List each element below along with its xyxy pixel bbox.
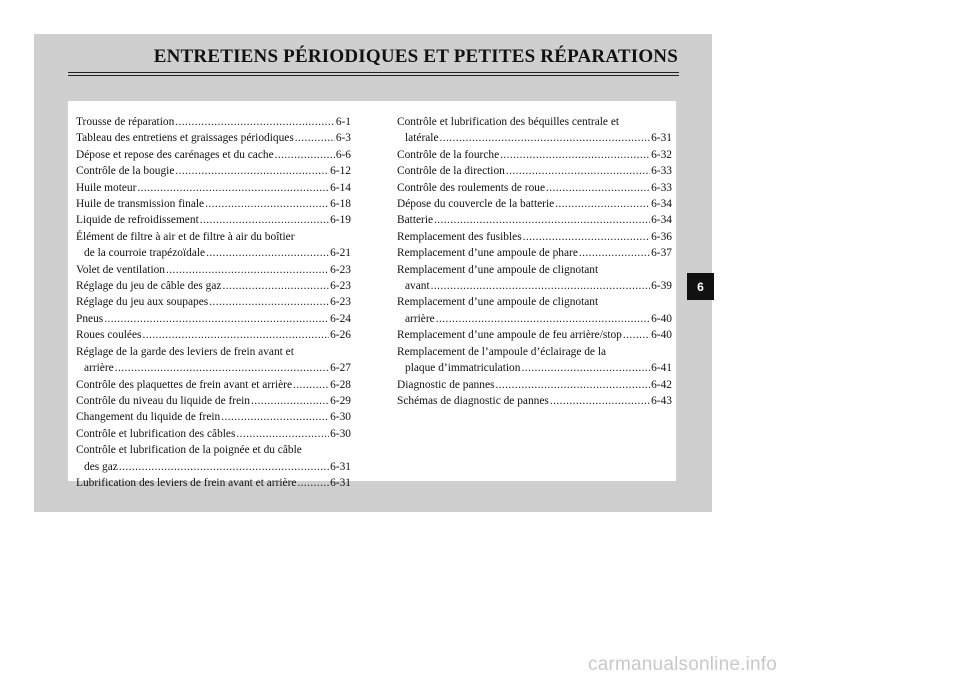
toc-entry-multiline[interactable]: Contrôle et lubrification des béquilles centrale et latérale ..... 6-31: [397, 114, 672, 147]
toc-entry[interactable]: Lubrification des leviers de frein avant et arrière ..... 6-31: [76, 475, 351, 491]
toc-entry[interactable]: Réglage du jeu aux soupapes ..... 6-23: [76, 294, 351, 310]
toc-column-left: [76, 114, 351, 491]
toc-entry[interactable]: Volet de ventilation ..... 6-23: [76, 262, 351, 278]
toc-entry[interactable]: Contrôle de la bougie ..... 6-12: [76, 163, 351, 179]
toc-entry[interactable]: Contrôle des plaquettes de frein avant et arrière ..... 6-28: [76, 377, 351, 393]
toc-entry-multiline[interactable]: Remplacement de l’ampoule d’éclairage de la plaque d’immatriculation ..... 6-41: [397, 344, 672, 377]
toc-entry[interactable]: Huile moteur ..... 6-14: [76, 180, 351, 196]
toc-entry[interactable]: Contrôle du niveau du liquide de frein ..... 6-29: [76, 393, 351, 409]
toc-entry[interactable]: Contrôle et lubrification des câbles ..... 6-30: [76, 426, 351, 442]
toc-entry[interactable]: Pneus ..... 6-24: [76, 311, 351, 327]
toc-entry[interactable]: Remplacement des fusibles ..... 6-36: [397, 229, 672, 245]
toc-entry[interactable]: Liquide de refroidissement ..... 6-19: [76, 212, 351, 228]
toc-entry[interactable]: Contrôle de la direction ..... 6-33: [397, 163, 672, 179]
toc-entry[interactable]: Remplacement d’une ampoule de feu arrière/stop ..... 6-40: [397, 327, 672, 343]
toc-entry[interactable]: Schémas de diagnostic de pannes ..... 6-43: [397, 393, 672, 409]
toc-entry-multiline[interactable]: Élément de filtre à air et de filtre à air du boîtier de la courroie trapézoïdale ..... 6-21: [76, 229, 351, 262]
toc-entry[interactable]: Changement du liquide de frein ..... 6-30: [76, 409, 351, 425]
toc-entry-line: Contrôle et lubrification de la poignée et du câble: [76, 444, 302, 457]
toc-entry-line: Remplacement d’une ampoule de clignotant: [397, 296, 599, 309]
toc-entry[interactable]: Roues coulées ..... 6-26: [76, 327, 351, 343]
toc-entry[interactable]: Batterie ..... 6-34: [397, 212, 672, 228]
toc-entry[interactable]: Dépose du couvercle de la batterie ..... 6-34: [397, 196, 672, 212]
toc-entry[interactable]: Contrôle de la fourche ..... 6-32: [397, 147, 672, 163]
toc-entry[interactable]: Contrôle des roulements de roue ..... 6-33: [397, 180, 672, 196]
toc-entry-line: Élément de filtre à air et de filtre à air du boîtier: [76, 230, 295, 243]
toc-entry[interactable]: Réglage du jeu de câble des gaz ..... 6-23: [76, 278, 351, 294]
page-title: ENTRETIENS PÉRIODIQUES ET PETITES RÉPARATIONS: [153, 46, 678, 67]
toc-entry[interactable]: Dépose et repose des carénages et du cache ..... 6-6: [76, 147, 351, 163]
toc-entry[interactable]: Trousse de réparation ..... 6-1: [76, 114, 351, 130]
toc-entry-multiline[interactable]: Remplacement d’une ampoule de clignotant arrière ..... 6-40: [397, 294, 672, 327]
chapter-tab[interactable]: 6: [687, 273, 714, 300]
toc-entry[interactable]: Diagnostic de pannes ..... 6-42: [397, 377, 672, 393]
toc-column-right: [397, 114, 672, 409]
toc-entry[interactable]: Tableau des entretiens et graissages périodiques ..... 6-3: [76, 130, 351, 146]
toc-entry-line: Contrôle et lubrification des béquilles centrale et: [397, 116, 620, 128]
toc-entry[interactable]: Huile de transmission finale ..... 6-18: [76, 196, 351, 212]
toc-entry-multiline[interactable]: Réglage de la garde des leviers de frein avant et arrière ..... 6-27: [76, 344, 351, 377]
toc-entry-line: Réglage de la garde des leviers de frein avant et: [76, 345, 294, 358]
toc-entry-line: Remplacement de l’ampoule d’éclairage de la: [397, 345, 607, 358]
toc-entry[interactable]: Remplacement d’une ampoule de phare ..... 6-37: [397, 245, 672, 261]
toc-entry-multiline[interactable]: Remplacement d’une ampoule de clignotant avant ..... 6-39: [397, 262, 672, 295]
watermark: carmanualsonline.info: [588, 654, 778, 675]
toc-entry-line: Remplacement d’une ampoule de clignotant: [397, 263, 599, 276]
toc-entry-multiline[interactable]: Contrôle et lubrification de la poignée et du câble des gaz ..... 6-31: [76, 442, 351, 475]
title-rule-top: [68, 72, 679, 73]
title-rule-bottom: [68, 75, 679, 76]
